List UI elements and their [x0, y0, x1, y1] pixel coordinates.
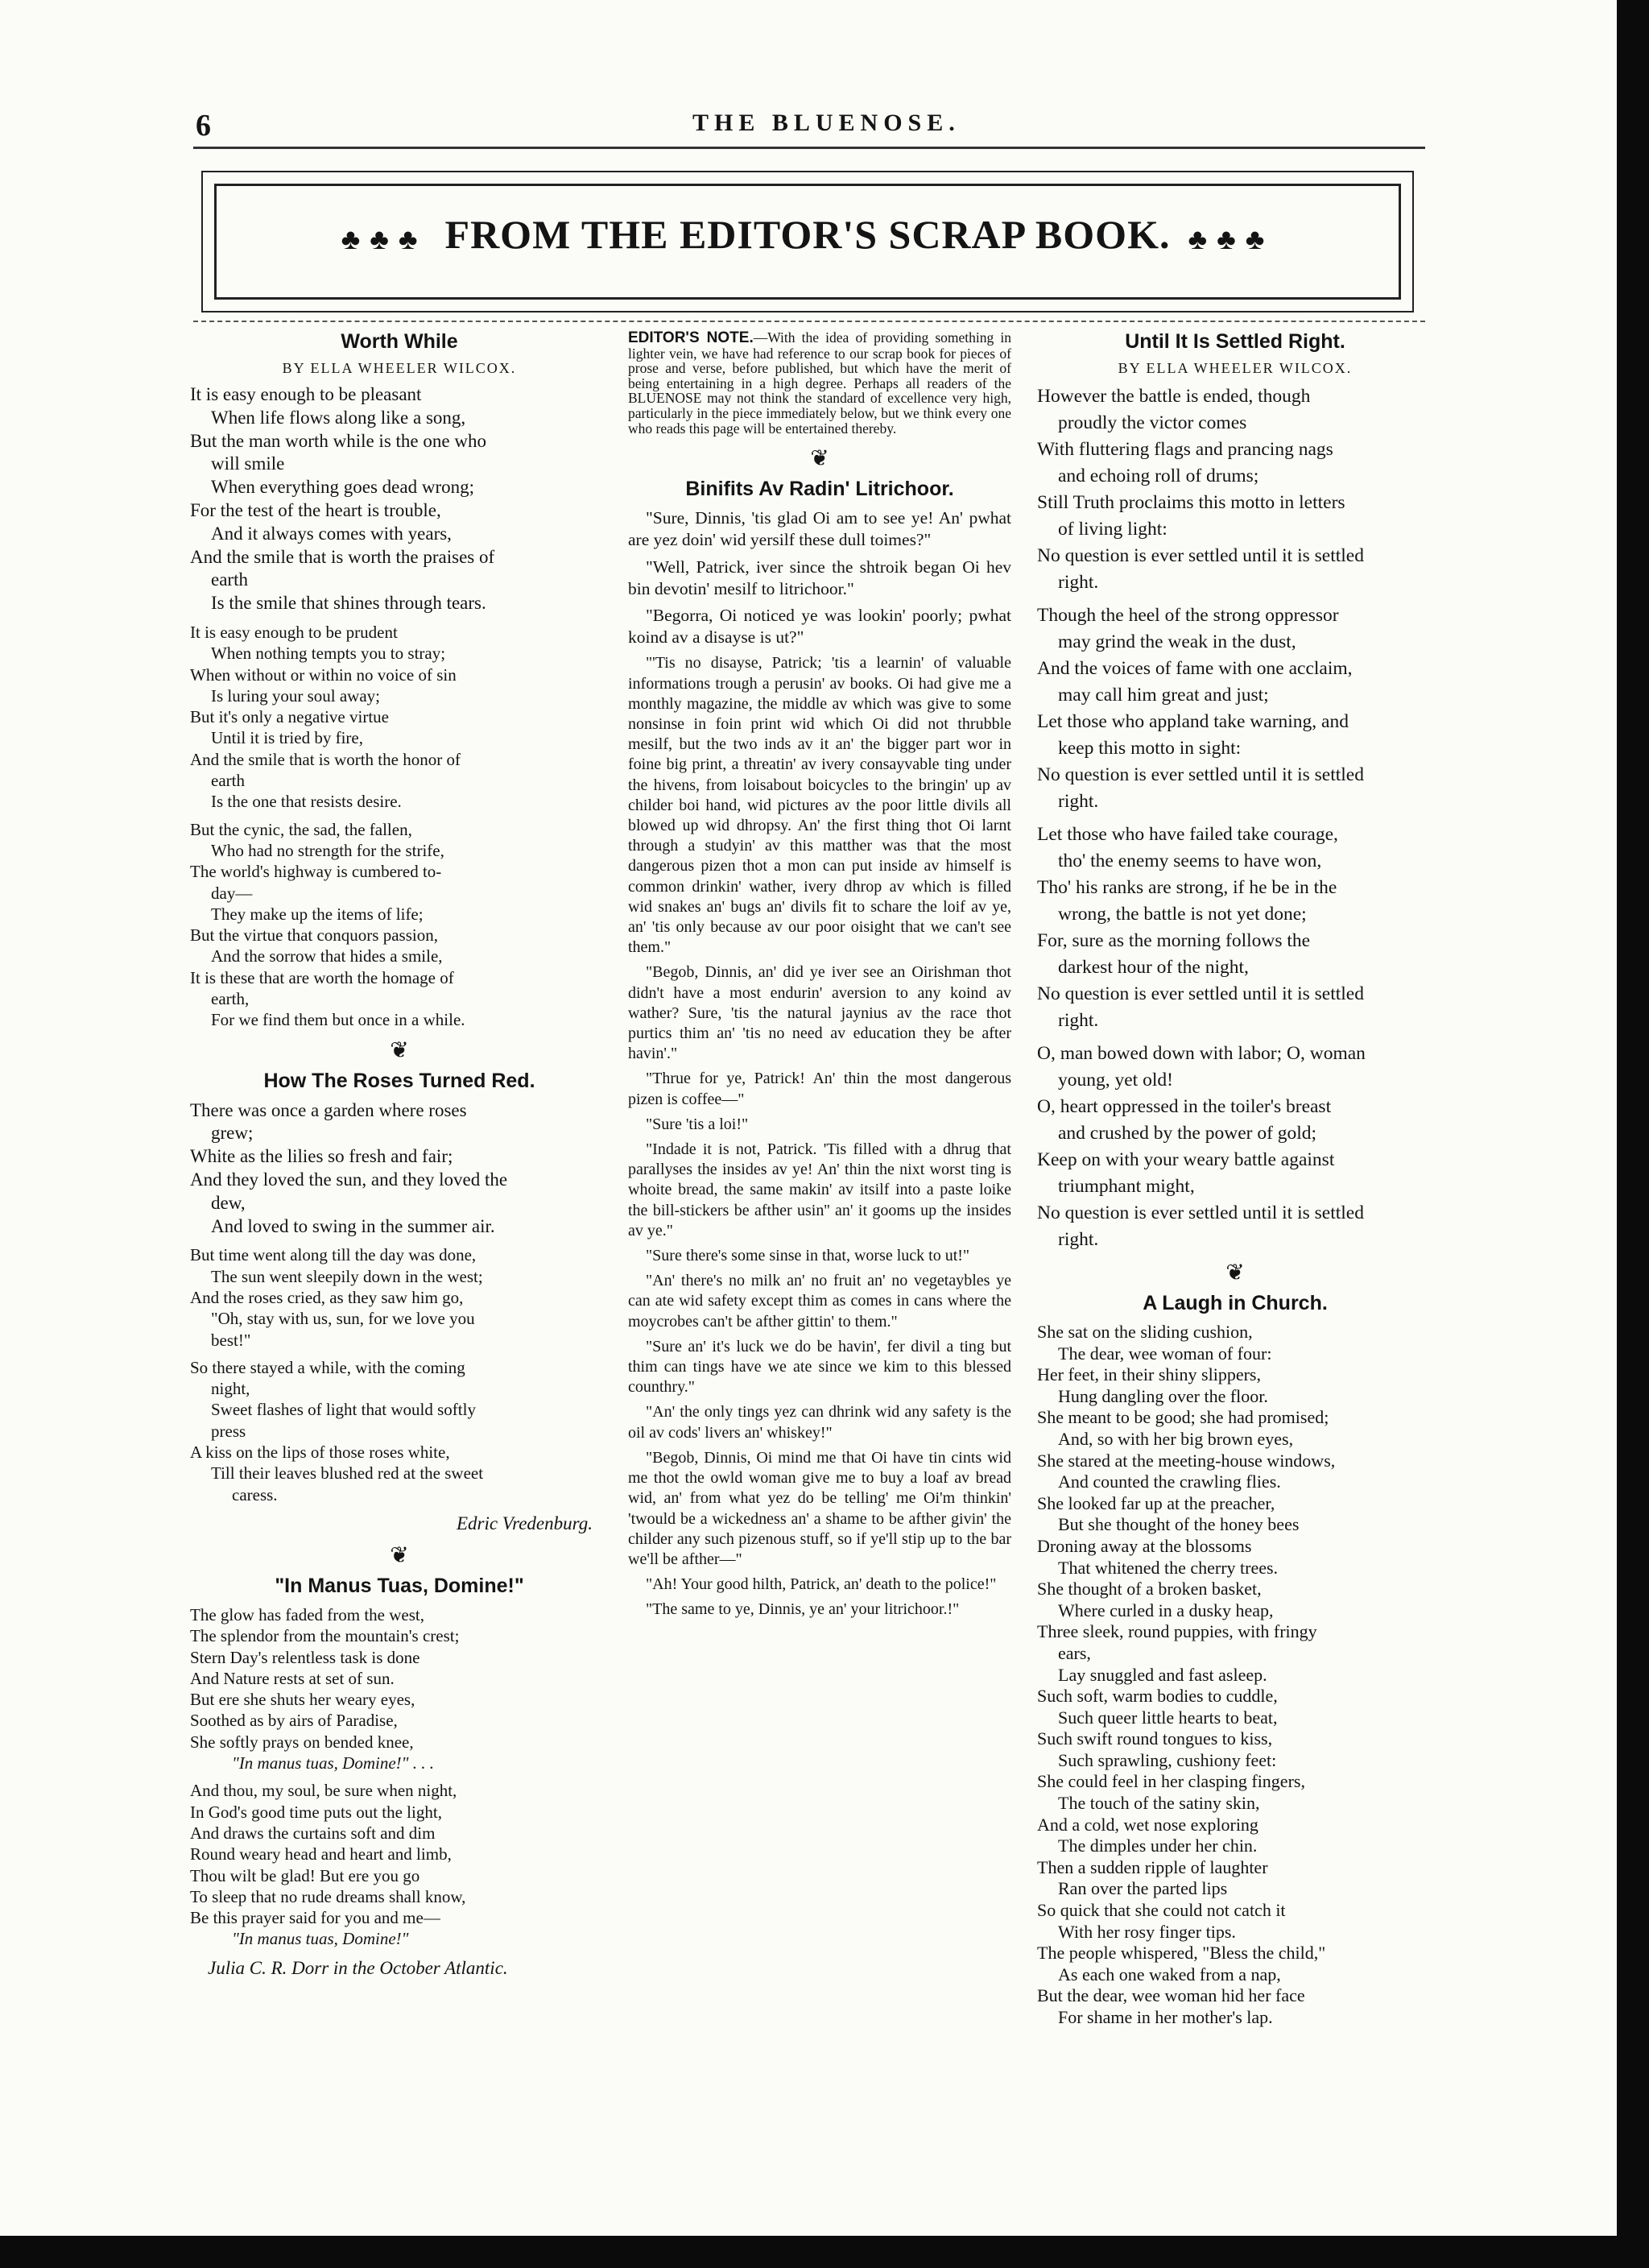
poem-line: wrong, the battle is not yet done;	[1058, 904, 1307, 925]
article-paragraph: "Sure, Dinnis, 'tis glad Oi am to see ye! An' pwhat are yez doin' wid yersilf these dull toimes?"	[628, 508, 1011, 550]
poem-stanza	[190, 622, 609, 813]
poem-line: Hung dangling over the floor.	[1058, 1385, 1268, 1406]
article-paragraph: "Indade it is not, Patrick. 'Tis filled with a dhrug that parallyses the insides av ye! An' thin the nixt worst ting is whoite bread, the same makin' av itsilf into a paste loike the bill-stickers be afther usin'' an' it gooms up the insides av ye."	[628, 1140, 1011, 1240]
banner-underline	[193, 321, 1425, 324]
poem-line: Is the smile that shines through tears.	[211, 593, 486, 614]
poem-line: darkest hour of the night,	[1058, 957, 1249, 978]
poem-line: And Nature rests at set of sun.	[190, 1668, 395, 1688]
poem-line: But it's only a negative virtue	[190, 707, 389, 727]
leaf-divider-icon: ❦	[1225, 1260, 1245, 1285]
poem-line: But the cynic, the sad, the fallen,	[190, 819, 412, 839]
scan-edge-bottom	[0, 2236, 1649, 2268]
article-paragraph: "Sure 'tis a loi!"	[646, 1115, 749, 1133]
article-paragraph: "Sure there's some sinse in that, worse luck to ut!"	[646, 1247, 970, 1265]
column-middle	[628, 330, 1011, 1625]
article-paragraph: "Begob, Dinnis, Oi mind me that Oi have tin cints wid me thot the owld woman give me to buy a loaf av bread wid, an' from what yez do be telling' me Oi'm thinkin' 'twould be a wickedness an' a shame to be afther givin' the childer any such pizenous stuff, so if ye'll stip up to the bar we'll be afther—"	[628, 1448, 1011, 1568]
editors-note	[628, 330, 1011, 436]
article-paragraph: "An' there's no milk an' no fruit an' no vegetaybles ye can ate wid safety except thim as comes in cans where the moycrobes can't be afther gittin' to them."	[628, 1272, 1011, 1331]
poem-title: A Laugh in Church.	[1143, 1292, 1328, 1314]
section-banner	[201, 171, 1414, 312]
poem-line: And they loved the sun, and they loved the	[190, 1169, 508, 1190]
poem-title: Worth While	[341, 330, 458, 353]
poem-byline: BY ELLA WHEELER WILCOX.	[282, 360, 517, 376]
poem-line: And, so with her big brown eyes,	[1058, 1428, 1294, 1449]
poem-stanza	[190, 1244, 609, 1350]
poem-line: No question is ever settled until it is settled	[1037, 983, 1364, 1004]
poem-byline: BY ELLA WHEELER WILCOX.	[1118, 360, 1353, 376]
poem-line: That whitened the cherry trees.	[1058, 1557, 1279, 1578]
poem-line: But time went along till the day was done,	[190, 1245, 477, 1265]
poem-stanza	[1037, 383, 1433, 596]
poem-line: earth	[211, 771, 245, 791]
poem-line: So quick that she could not catch it	[1037, 1900, 1286, 1921]
poem-line: dew,	[211, 1192, 246, 1213]
poem-line: And draws the curtains soft and dim	[190, 1823, 436, 1843]
poem-line: Ran over the parted lips	[1058, 1878, 1228, 1899]
article-body	[628, 507, 1011, 1620]
article-paragraph: "Sure an' it's luck we do be havin', fer divil a ting but thim can tings have we ate since we kim to this blessed counthry."	[628, 1337, 1011, 1397]
poem-line: But she thought of the honey bees	[1058, 1514, 1300, 1535]
poem-line: She could feel in her clasping fingers,	[1037, 1771, 1305, 1792]
poem-line: will smile	[211, 453, 285, 474]
poem-line: And the smile that is worth the honor of	[190, 749, 461, 769]
banner-title-text: FROM THE EDITOR'S SCRAP BOOK.	[444, 212, 1171, 257]
poem-line: And a cold, wet nose exploring	[1037, 1814, 1258, 1835]
poem-line: For shame in her mother's lap.	[1058, 2007, 1273, 2027]
poem-line: So there stayed a while, with the coming	[190, 1357, 465, 1377]
article-paragraph: "Thrue for ye, Patrick! An' thin the most dangerous pizen is coffee—"	[628, 1070, 1011, 1108]
column-left	[190, 330, 609, 1980]
poem-line: The world's highway is cumbered to-	[190, 862, 442, 882]
column-right	[1037, 330, 1433, 2035]
poem-line: O, man bowed down with labor; O, woman	[1037, 1043, 1366, 1064]
poem-line: Three sleek, round puppies, with fringy	[1037, 1621, 1317, 1642]
poem-line: It is easy enough to be prudent	[190, 622, 398, 642]
article-paragraph: "The same to ye, Dinnis, ye an' your litrichoor.!"	[646, 1600, 960, 1619]
poem-line: grew;	[211, 1123, 254, 1144]
poem-line: may grind the weak in the dust,	[1058, 631, 1296, 652]
poem-line: The touch of the satiny skin,	[1058, 1793, 1260, 1814]
poem-line: and echoing roll of drums;	[1058, 466, 1259, 486]
poem-line: Let those who appland take warning, and	[1037, 711, 1349, 732]
poem-line: "In manus tuas, Domine!"	[232, 1929, 409, 1949]
article-paragraph: "Begorra, Oi noticed ye was lookin' poorly; pwhat koind av a disayse is ut?"	[628, 605, 1011, 648]
poem-line: best!"	[211, 1330, 251, 1350]
poem-line: press	[211, 1421, 246, 1441]
poem-line: The splendor from the mountain's crest;	[190, 1626, 460, 1646]
poem-line: Soothed as by airs of Paradise,	[190, 1711, 398, 1731]
poem-line: With her rosy finger tips.	[1058, 1921, 1236, 1942]
leaf-divider-icon: ❦	[390, 1037, 409, 1063]
poem-line: Then a sudden ripple of laughter	[1037, 1856, 1268, 1877]
poem-line: Stern Day's relentless task is done	[190, 1647, 420, 1667]
poem-line: Lay snuggled and fast asleep.	[1058, 1664, 1267, 1685]
poem-line: The people whispered, "Bless the child,"	[1037, 1943, 1326, 1964]
poem-line: The dear, wee woman of four:	[1058, 1343, 1272, 1364]
poem-line: Who had no strength for the strife,	[211, 840, 444, 860]
poem-line: And the smile that is worth the praises of	[190, 546, 495, 567]
poem-line: The dimples under her chin.	[1058, 1836, 1258, 1856]
poem-line: For the test of the heart is trouble,	[190, 499, 441, 520]
poem-line: proudly the victor comes	[1058, 412, 1247, 433]
poem-line: No question is ever settled until it is settled	[1037, 764, 1364, 785]
poem-line: Let those who have failed take courage,	[1037, 824, 1338, 845]
poem-line: earth,	[211, 989, 250, 1009]
poem-line: No question is ever settled until it is settled	[1037, 545, 1364, 566]
poem-line: To sleep that no rude dreams shall know,	[190, 1886, 466, 1906]
poem-stanza	[190, 1604, 609, 1773]
poem-line: The glow has faded from the west,	[190, 1604, 424, 1624]
poem-line: of living light:	[1058, 519, 1168, 540]
poem-line: Though the heel of the strong oppressor	[1037, 605, 1339, 626]
poem-line: It is easy enough to be pleasant	[190, 384, 422, 404]
page-number: 6	[196, 109, 211, 143]
editors-note-text: —With the idea of providing something in lighter vein, we have had reference to our scrap book for pieces of prose and verse, before published, but which have the merit of being entertaining in a high degree. Perhaps all readers of the BLUENOSE may not think the standard of excellence very high, particularly in the piece immediately below, but we think every one who reads this page will be entertained thereby.	[628, 329, 1011, 437]
clover-ornament-icon: ♣♣♣	[1188, 222, 1275, 255]
poem-line: Is luring your soul away;	[211, 685, 380, 706]
poem-line: Sweet flashes of light that would softly	[211, 1400, 476, 1420]
scan-edge-right	[1617, 0, 1649, 2268]
poem-stanza	[1037, 1322, 1433, 2029]
poem-line: may call him great and just;	[1058, 685, 1269, 706]
poem-line: Droning away at the blossoms	[1037, 1535, 1252, 1556]
poem-line: Is the one that resists desire.	[211, 792, 402, 812]
poem-line: And loved to swing in the summer air.	[211, 1215, 495, 1236]
poem-line: Tho' his ranks are strong, if he be in the	[1037, 877, 1337, 898]
poem-line: She sat on the sliding cushion,	[1037, 1322, 1253, 1342]
poem-signature: Julia C. R. Dorr in the October Atlantic.	[208, 1957, 508, 1978]
poem-line: But ere she shuts her weary eyes,	[190, 1690, 415, 1710]
poem-line: And thou, my soul, be sure when night,	[190, 1781, 457, 1801]
poem-line: Such sprawling, cushiony feet:	[1058, 1749, 1277, 1770]
editors-note-label: EDITOR'S NOTE.	[628, 329, 754, 346]
poem-line: And counted the crawling flies.	[1058, 1471, 1281, 1492]
poem-line: When everything goes dead wrong;	[211, 477, 475, 498]
poem-line: keep this motto in sight:	[1058, 738, 1242, 759]
banner-heading	[203, 211, 1412, 258]
poem-stanza	[1037, 822, 1433, 1034]
poem-stanza	[1037, 602, 1433, 815]
poem-line: She looked far up at the preacher,	[1037, 1492, 1275, 1513]
poem-line: earth	[211, 569, 248, 590]
poem-line: right.	[1058, 1010, 1099, 1031]
poem-line: day—	[211, 883, 253, 903]
poem-signature: Edric Vredenburg.	[456, 1513, 593, 1533]
poem-line: She stared at the meeting-house windows,	[1037, 1450, 1336, 1471]
poem-line: White as the lilies so fresh and fair;	[190, 1146, 453, 1167]
poem-line: There was once a garden where roses	[190, 1099, 467, 1120]
poem-line: In God's good time puts out the light,	[190, 1802, 442, 1822]
poem-line: Keep on with your weary battle against	[1037, 1149, 1335, 1170]
poem-line: and crushed by the power of gold;	[1058, 1123, 1317, 1144]
poem-line: But the dear, wee woman hid her face	[1037, 1985, 1305, 2006]
poem-line: young, yet old!	[1058, 1070, 1173, 1091]
poem-line: right.	[1058, 1229, 1099, 1250]
poem-line: Still Truth proclaims this motto in letters	[1037, 492, 1345, 513]
poem-line: But the virtue that conquors passion,	[190, 925, 438, 946]
poem-stanza	[190, 1099, 609, 1239]
poem-line: ears,	[1058, 1642, 1091, 1663]
poem-line: The sun went sleepily down in the west;	[211, 1266, 483, 1286]
poem-line: A kiss on the lips of those roses white,	[190, 1442, 450, 1463]
poem-line: But the man worth while is the one who	[190, 430, 486, 451]
poem-line: No question is ever settled until it is settled	[1037, 1202, 1364, 1223]
poem-stanza	[190, 1780, 609, 1949]
poem-line: She softly prays on bended knee,	[190, 1732, 414, 1752]
poem-line: As each one waked from a nap,	[1058, 1964, 1281, 1984]
article-paragraph: "Ah! Your good hilth, Patrick, an' death to the police!"	[646, 1575, 997, 1594]
poem-line: Round weary head and heart and limb,	[190, 1844, 452, 1864]
article-paragraph: "Begob, Dinnis, an' did ye iver see an Oirishman thot didn't have a most endurin' aversion to any koind av wather? Sure, 'tis the natural jaynius av the race thot purtics thim an' 'tis no need av education they be after havin'."	[628, 963, 1011, 1063]
poem-line: And the roses cried, as they saw him go,	[190, 1287, 464, 1307]
poem-line: She meant to be good; she had promised;	[1037, 1407, 1329, 1428]
poem-line: O, heart oppressed in the toiler's breast	[1037, 1096, 1332, 1117]
poem-line: For, sure as the morning follows the	[1037, 930, 1311, 951]
poem-stanza	[190, 1357, 609, 1505]
poem-line: When nothing tempts you to stray;	[211, 644, 446, 664]
article-paragraph: "Well, Patrick, iver since the shtroik began Oi hev bin devotin' mesilf to litrichoor."	[628, 557, 1011, 598]
poem-line: Such swift round tongues to kiss,	[1037, 1728, 1273, 1749]
poem-line: night,	[211, 1379, 250, 1399]
poem-title: How The Roses Turned Red.	[263, 1069, 535, 1092]
poem-line: "In manus tuas, Domine!" . . .	[232, 1753, 434, 1773]
poem-line: They make up the items of life;	[211, 904, 424, 924]
poem-line: Be this prayer said for you and me—	[190, 1908, 440, 1928]
poem-line: caress.	[232, 1484, 278, 1504]
poem-line: right.	[1058, 791, 1099, 812]
poem-stanza	[1037, 1041, 1433, 1253]
poem-line: Where curled in a dusky heap,	[1058, 1600, 1274, 1620]
poem-line: Such soft, warm bodies to cuddle,	[1037, 1686, 1278, 1707]
clover-ornament-icon: ♣♣♣	[341, 222, 428, 255]
poem-line: However the battle is ended, though	[1037, 386, 1311, 407]
poem-line: Her feet, in their shiny slippers,	[1037, 1364, 1261, 1385]
poem-line: For we find them but once in a while.	[211, 1010, 465, 1030]
leaf-divider-icon: ❦	[390, 1542, 409, 1568]
poem-line: And the voices of fame with one acclaim,	[1037, 658, 1353, 679]
poem-line: It is these that are worth the homage of	[190, 967, 454, 987]
poem-line: Until it is tried by fire,	[211, 728, 363, 748]
poem-stanza	[190, 383, 609, 615]
poem-line: right.	[1058, 572, 1099, 593]
header-rule	[193, 147, 1425, 149]
article-title: Binifits Av Radin' Litrichoor.	[685, 478, 954, 501]
leaf-divider-icon: ❦	[810, 446, 829, 472]
poem-title: "In Manus Tuas, Domine!"	[275, 1574, 524, 1597]
poem-line: And the sorrow that hides a smile,	[211, 946, 443, 966]
poem-line: When life flows along like a song,	[211, 407, 466, 428]
poem-line: She thought of a broken basket,	[1037, 1579, 1262, 1600]
article-paragraph: "An' the only tings yez can dhrink wid any safety is the oil av cods' livers an' whiskey!"	[628, 1403, 1011, 1442]
poem-line: tho' the enemy seems to have won,	[1058, 850, 1322, 871]
poem-line: With fluttering flags and prancing nags	[1037, 439, 1333, 460]
poem-line: Thou wilt be glad! But ere you go	[190, 1865, 420, 1885]
poem-line: "Oh, stay with us, sun, for we love you	[211, 1309, 475, 1329]
poem-line: And it always comes with years,	[211, 523, 452, 544]
poem-line: When without or within no voice of sin	[190, 664, 457, 685]
poem-line: triumphant might,	[1058, 1176, 1195, 1197]
poem-title: Until It Is Settled Right.	[1125, 330, 1345, 353]
poem-stanza	[190, 819, 609, 1031]
article-paragraph: "'Tis no disayse, Patrick; 'tis a learnin' of valuable informations trough a perusin' av books. Oi had give me a monthly magazine, the middle av which was give to some nonsinse in foin print wid which Oi did not thrubble mesilf, but the two inds av it an' the bigger part wor in foine big print, a threatin' av ivery consayvable ting under the hivens, from loisabout boicycles to the bringin' up av childer boi hand, wid pictures av the poor little divils all blowed up wid dhropsy. An' the first thing thot Oi larnt through a studyin' av this matther was that the most dangerous pizen thot a mon can put inside av himself is common drinkin' wather, ivery dhrop av which is filled wid snakes an' bugs an' divils fit to schare the loif av ye, an' 'tis only because av our poor oisight that we can't see them."	[628, 654, 1011, 957]
poem-line: Till their leaves blushed red at the sweet	[211, 1463, 484, 1484]
poem-line: Such queer little hearts to beat,	[1058, 1707, 1278, 1728]
running-head: THE BLUENOSE.	[692, 110, 961, 136]
